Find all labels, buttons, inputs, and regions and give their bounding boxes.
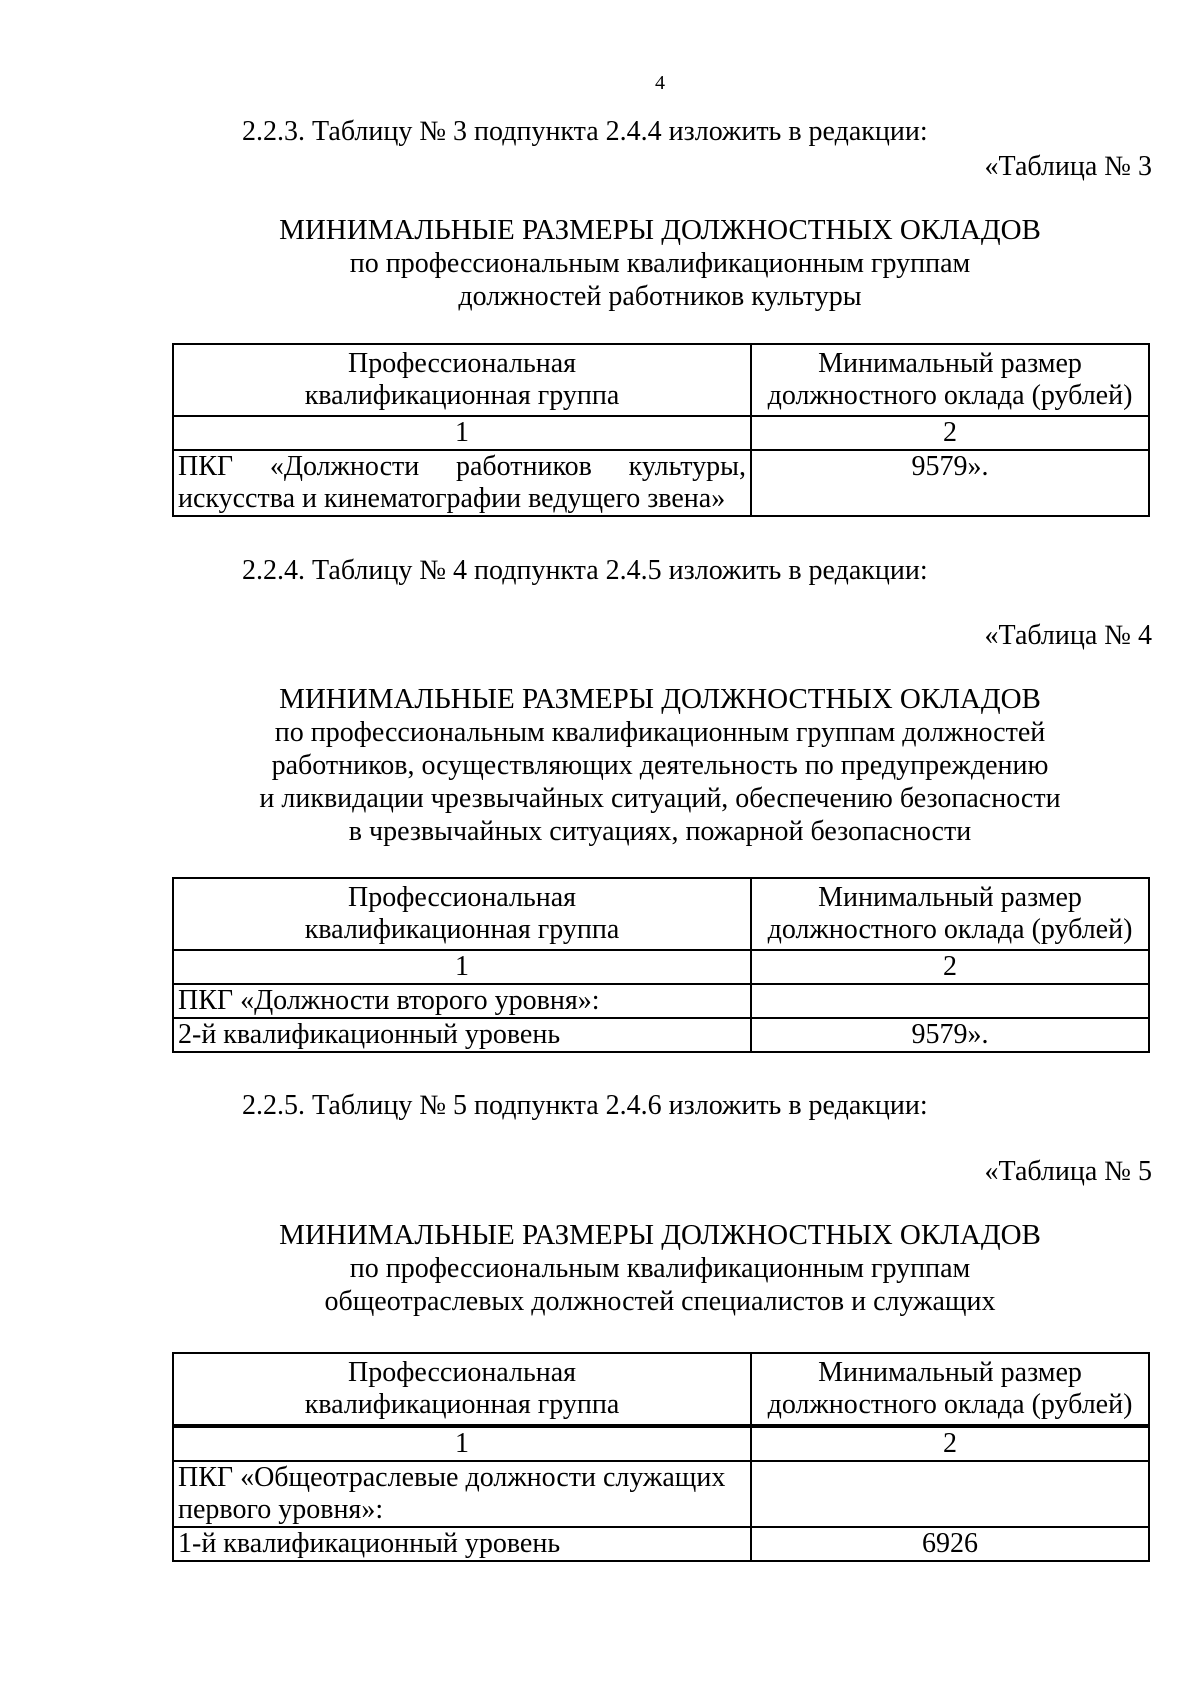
header-text: Минимальный размер bbox=[818, 1357, 1082, 1388]
header-text: квалификационная группа bbox=[304, 914, 620, 945]
column-number: 2 bbox=[751, 416, 1149, 450]
table-row bbox=[173, 984, 1149, 1018]
header-text: должностного оклада (рублей) bbox=[767, 1389, 1133, 1420]
column-number: 2 bbox=[751, 950, 1149, 984]
column-number: 1 bbox=[173, 950, 751, 984]
section-3-intro: 2.2.3. Таблицу № 3 подпункта 2.4.4 изложить в редакции: bbox=[242, 116, 928, 147]
heading-line: должностей работников культуры bbox=[458, 281, 862, 312]
column-number-row bbox=[173, 416, 1149, 450]
heading-line: МИНИМАЛЬНЫЕ РАЗМЕРЫ ДОЛЖНОСТНЫХ ОКЛАДОВ bbox=[279, 1219, 1041, 1251]
column-number: 1 bbox=[173, 1426, 751, 1461]
header-text: Профессиональная bbox=[347, 882, 577, 913]
header-cell-salary bbox=[751, 878, 1149, 950]
header-text: Минимальный размер bbox=[818, 348, 1082, 379]
table-row bbox=[173, 450, 1149, 516]
header-cell-group bbox=[173, 878, 751, 950]
header-cell-group bbox=[173, 344, 751, 416]
header-text: должностного оклада (рублей) bbox=[767, 914, 1133, 945]
table-header-row bbox=[173, 344, 1149, 416]
heading-line: по профессиональным квалификационным группам bbox=[349, 248, 971, 279]
salary-cell: 6926 bbox=[751, 1527, 1149, 1561]
table-3-heading bbox=[170, 214, 1150, 313]
heading-line: работников, осуществляющих деятельность по предупреждению bbox=[271, 750, 1049, 781]
page-number: 4 bbox=[655, 72, 665, 94]
table-3-label: «Таблица № 3 bbox=[984, 151, 1152, 182]
heading-line: по профессиональным квалификационным группам должностей bbox=[274, 717, 1046, 748]
table-3 bbox=[172, 343, 1150, 517]
column-number: 1 bbox=[173, 416, 751, 450]
table-5-label: «Таблица № 5 bbox=[984, 1156, 1152, 1187]
group-name-cell: 1-й квалификационный уровень bbox=[173, 1527, 751, 1561]
salary-cell bbox=[751, 1461, 1149, 1527]
group-name-line: ПКГ «Общеотраслевые должности служащих bbox=[178, 1462, 726, 1493]
column-number-row bbox=[173, 950, 1149, 984]
table-5-heading bbox=[170, 1219, 1150, 1318]
header-cell-group bbox=[173, 1353, 751, 1426]
table-header-row bbox=[173, 1353, 1149, 1426]
table-row bbox=[173, 1527, 1149, 1561]
header-text: Профессиональная bbox=[347, 1357, 577, 1388]
header-text: должностного оклада (рублей) bbox=[767, 380, 1133, 411]
heading-line: и ликвидации чрезвычайных ситуаций, обеспечению безопасности bbox=[259, 783, 1061, 814]
header-text: квалификационная группа bbox=[304, 380, 620, 411]
header-cell-salary bbox=[751, 344, 1149, 416]
header-cell-salary bbox=[751, 1353, 1149, 1426]
heading-line: МИНИМАЛЬНЫЕ РАЗМЕРЫ ДОЛЖНОСТНЫХ ОКЛАДОВ bbox=[279, 214, 1041, 246]
table-5 bbox=[172, 1352, 1150, 1562]
table-4-heading bbox=[170, 683, 1150, 848]
salary-cell: 9579». bbox=[751, 1018, 1149, 1052]
header-text: Минимальный размер bbox=[818, 882, 1082, 913]
group-name-cell: 2-й квалификационный уровень bbox=[173, 1018, 751, 1052]
column-number-row bbox=[173, 1426, 1149, 1461]
group-name-line: ПКГ «Должности работников культуры, bbox=[178, 451, 746, 482]
heading-line: общеотраслевых должностей специалистов и служащих bbox=[324, 1286, 996, 1317]
salary-cell: 9579». bbox=[751, 450, 1149, 516]
table-row bbox=[173, 1461, 1149, 1527]
group-name-line: первого уровня»: bbox=[178, 1494, 384, 1525]
heading-line: в чрезвычайных ситуациях, пожарной безопасности bbox=[348, 816, 972, 847]
section-5-intro: 2.2.5. Таблицу № 5 подпункта 2.4.6 изложить в редакции: bbox=[242, 1090, 928, 1121]
group-name-cell: ПКГ «Должности второго уровня»: bbox=[173, 984, 751, 1018]
column-number: 2 bbox=[751, 1426, 1149, 1461]
salary-cell bbox=[751, 984, 1149, 1018]
group-name-line: искусства и кинематографии ведущего звена» bbox=[178, 483, 726, 514]
section-4-intro: 2.2.4. Таблицу № 4 подпункта 2.4.5 изложить в редакции: bbox=[242, 555, 928, 586]
group-name-cell bbox=[173, 450, 751, 516]
table-header-row bbox=[173, 878, 1149, 950]
header-text: Профессиональная bbox=[347, 348, 577, 379]
heading-line: МИНИМАЛЬНЫЕ РАЗМЕРЫ ДОЛЖНОСТНЫХ ОКЛАДОВ bbox=[279, 683, 1041, 715]
table-4 bbox=[172, 877, 1150, 1053]
header-text: квалификационная группа bbox=[304, 1389, 620, 1420]
group-name-cell bbox=[173, 1461, 751, 1527]
table-row bbox=[173, 1018, 1149, 1052]
table-4-label: «Таблица № 4 bbox=[984, 620, 1152, 651]
heading-line: по профессиональным квалификационным группам bbox=[349, 1253, 971, 1284]
